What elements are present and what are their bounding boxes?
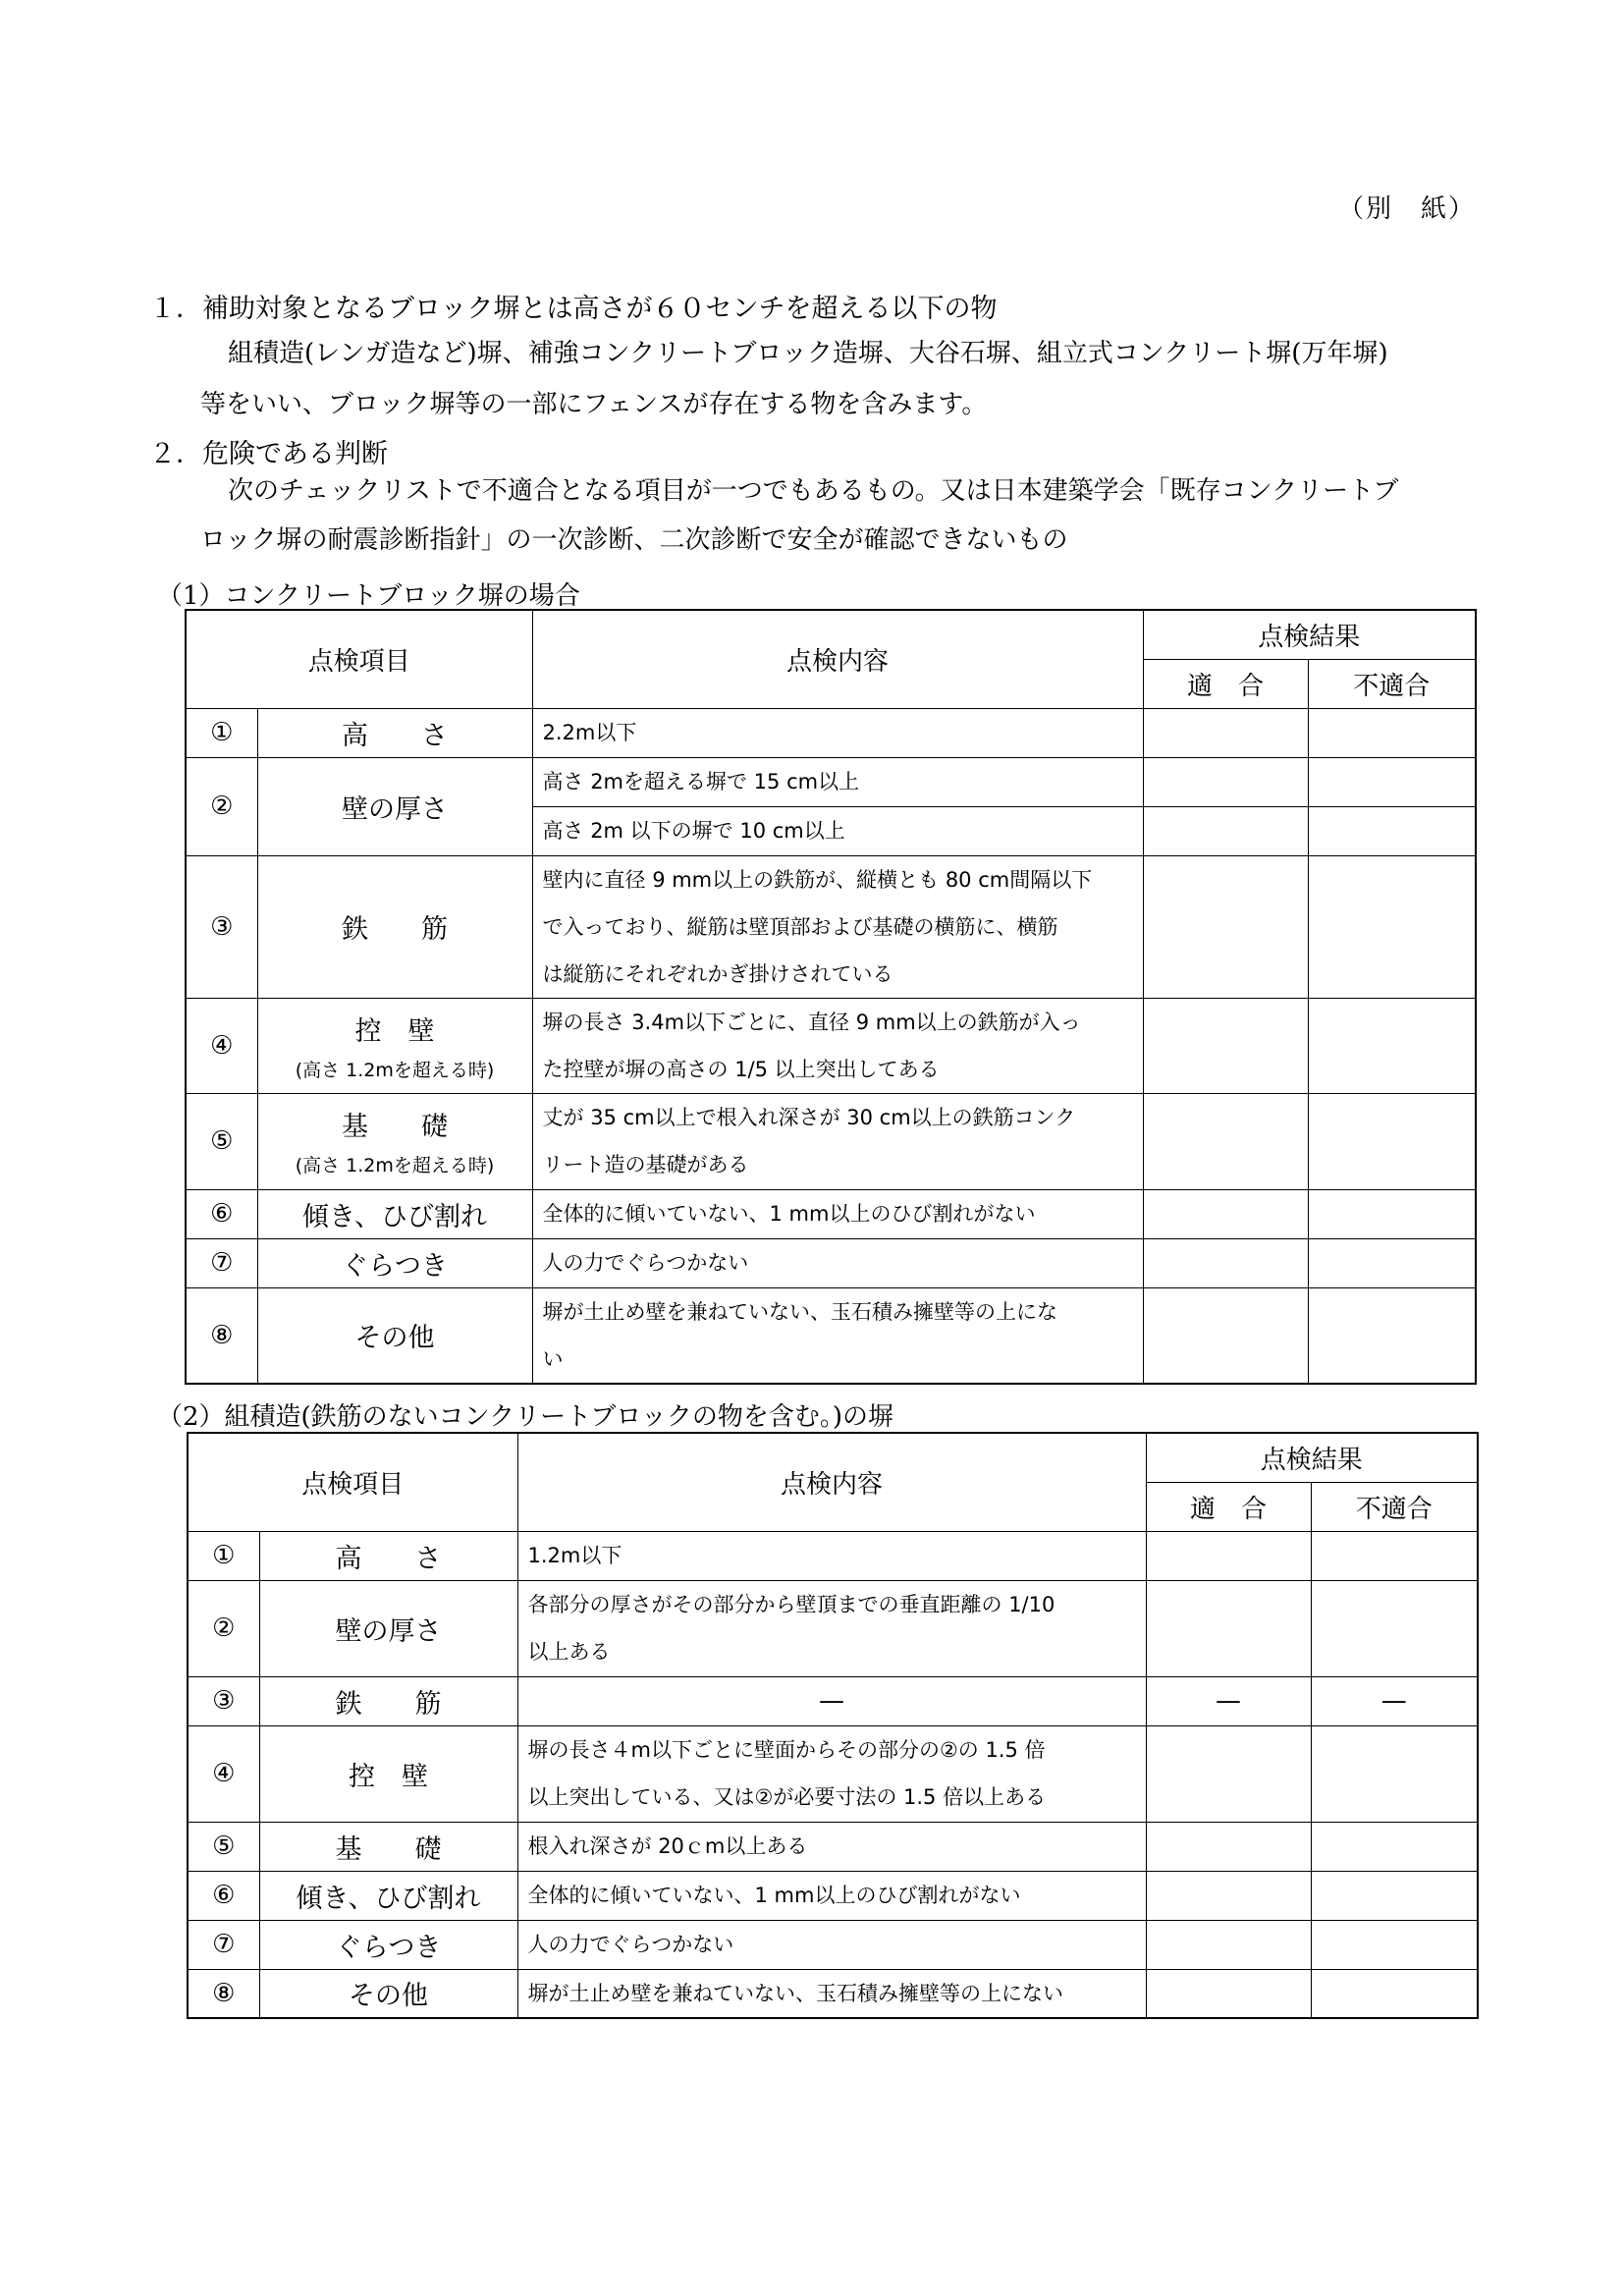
- section1-heading: １．補助対象となるブロック塀とは高さが６０センチを超える以下の物: [149, 294, 998, 324]
- table-row: [186, 1189, 1476, 1238]
- result-ng-cell[interactable]: [1308, 1238, 1476, 1287]
- result-ng-cell[interactable]: [1308, 806, 1476, 855]
- checklist-table-2: [187, 1432, 1479, 2019]
- header-result: 点検結果: [1143, 610, 1476, 659]
- row-content: [517, 1580, 1146, 1676]
- table-row: [188, 1676, 1478, 1725]
- row-item: 高 さ: [257, 708, 532, 757]
- row-content: 塀が土止め壁を兼ねていない、玉石積み擁壁等の上にない: [517, 1969, 1146, 2018]
- row-content: 全体的に傾いていない、1 mm以上のひび割れがない: [532, 1189, 1143, 1238]
- result-ng-cell[interactable]: [1308, 855, 1476, 998]
- row-item: 控 壁: [259, 1725, 517, 1822]
- row-item: ぐらつき: [259, 1920, 517, 1969]
- table-row: [188, 1531, 1478, 1580]
- section2-heading: ２．危険である判断: [149, 439, 388, 469]
- row-number: ③: [186, 855, 257, 998]
- result-ok-cell[interactable]: [1146, 1725, 1311, 1822]
- result-ok-cell[interactable]: [1143, 855, 1308, 998]
- table-row: [188, 1871, 1478, 1920]
- result-ok-cell[interactable]: [1146, 1531, 1311, 1580]
- result-ok-cell[interactable]: [1143, 708, 1308, 757]
- content-line: 塀の長さ 3.4m以下ごとに、直径 9 mm以上の鉄筋が入っ: [542, 1010, 1081, 1034]
- row-number: ⑦: [186, 1238, 257, 1287]
- content-line: 塀が土止め壁を兼ねていない、玉石積み擁壁等の上にな: [542, 1299, 1057, 1324]
- row-number: ④: [186, 998, 257, 1093]
- row-content: 高さ 2m 以下の塀で 10 cm以上: [532, 806, 1143, 855]
- row-item: 傾き、ひび割れ: [259, 1871, 517, 1920]
- row-number: ⑤: [188, 1822, 259, 1871]
- content-line: い: [542, 1346, 564, 1371]
- table1-caption: （1）コンクリートブロック塀の場合: [157, 581, 580, 611]
- result-ok-cell[interactable]: [1143, 1238, 1308, 1287]
- section1-line1: 組積造(レンガ造など)塀、補強コンクリートブロック造塀、大谷石塀、組立式コンクリート塀(万年塀): [228, 339, 1388, 368]
- item-label: 基 礎: [342, 1112, 448, 1142]
- row-item: 壁の厚さ: [259, 1580, 517, 1676]
- result-ng-dash: —: [1311, 1676, 1478, 1725]
- content-line: で入っており、縦筋は壁頂部および基礎の横筋に、横筋: [542, 914, 1058, 939]
- row-item: [257, 998, 532, 1093]
- header-ng: 不適合: [1311, 1482, 1478, 1531]
- header-ng: 不適合: [1308, 659, 1476, 708]
- table-row: [188, 1822, 1478, 1871]
- result-ok-cell[interactable]: [1146, 1580, 1311, 1676]
- result-ng-cell[interactable]: [1311, 1822, 1478, 1871]
- row-number: ⑤: [186, 1093, 257, 1189]
- row-number: ⑧: [186, 1287, 257, 1384]
- row-number: ⑦: [188, 1920, 259, 1969]
- result-ng-cell[interactable]: [1311, 1725, 1478, 1822]
- row-item: ぐらつき: [257, 1238, 532, 1287]
- row-content-dash: —: [517, 1676, 1146, 1725]
- header-ok: 適 合: [1146, 1482, 1311, 1531]
- content-line: 丈が 35 cm以上で根入れ深さが 30 cm以上の鉄筋コンク: [542, 1106, 1076, 1129]
- row-number: ⑧: [188, 1969, 259, 2018]
- row-number: ⑥: [188, 1871, 259, 1920]
- header-item: 点検項目: [188, 1433, 517, 1531]
- row-content: [517, 1725, 1146, 1822]
- table-row: [188, 1580, 1478, 1676]
- row-number: ⑥: [186, 1189, 257, 1238]
- result-ok-cell[interactable]: [1143, 806, 1308, 855]
- row-item: 基 礎: [259, 1822, 517, 1871]
- table-row: [186, 1238, 1476, 1287]
- row-number: ①: [186, 708, 257, 757]
- header-content: 点検内容: [517, 1433, 1146, 1531]
- content-line: リート造の基礎がある: [542, 1153, 749, 1176]
- section2-line2: ロック塀の耐震診断指針」の一次診断、二次診断で安全が確認できないもの: [200, 525, 1068, 555]
- result-ng-cell[interactable]: [1308, 1287, 1476, 1384]
- content-line: は縦筋にそれぞれかぎ掛けされている: [542, 961, 893, 986]
- table-row: [186, 708, 1476, 757]
- result-ok-cell[interactable]: [1146, 1969, 1311, 2018]
- result-ok-cell[interactable]: [1143, 1189, 1308, 1238]
- item-label: 控 壁: [354, 1015, 435, 1047]
- row-content: [532, 855, 1143, 998]
- result-ng-cell[interactable]: [1308, 1093, 1476, 1189]
- result-ok-cell[interactable]: [1146, 1871, 1311, 1920]
- item-condition: (高さ 1.2mを超える時): [295, 1059, 495, 1081]
- table-row: [188, 1969, 1478, 2018]
- result-ng-cell[interactable]: [1308, 998, 1476, 1093]
- header-result: 点検結果: [1146, 1433, 1478, 1482]
- table-row: [188, 1920, 1478, 1969]
- row-content: 1.2m以下: [517, 1531, 1146, 1580]
- row-content: 2.2m以下: [532, 708, 1143, 757]
- row-item: その他: [257, 1287, 532, 1384]
- row-number: ④: [188, 1725, 259, 1822]
- table-row: [188, 1725, 1478, 1822]
- row-content: 人の力でぐらつかない: [532, 1238, 1143, 1287]
- row-item: 高 さ: [259, 1531, 517, 1580]
- row-number: ①: [188, 1531, 259, 1580]
- result-ok-cell[interactable]: [1143, 998, 1308, 1093]
- content-line: 以上突出している、又は②が必要寸法の 1.5 倍以上ある: [527, 1785, 1047, 1809]
- header-item: 点検項目: [186, 610, 532, 708]
- result-ok-cell[interactable]: [1143, 757, 1308, 806]
- checklist-table-1: [185, 609, 1477, 1385]
- row-content: 人の力でぐらつかない: [517, 1920, 1146, 1969]
- row-item: 鉄 筋: [257, 855, 532, 998]
- row-content: [532, 998, 1143, 1093]
- row-item: その他: [259, 1969, 517, 2018]
- row-content: [532, 1093, 1143, 1189]
- row-item: 傾き、ひび割れ: [257, 1189, 532, 1238]
- content-line: た控壁が塀の高さの 1/5 以上突出してある: [542, 1057, 940, 1081]
- table-row: [186, 998, 1476, 1093]
- row-content: 高さ 2mを超える塀で 15 cm以上: [532, 757, 1143, 806]
- row-content: [532, 1287, 1143, 1384]
- result-ng-cell[interactable]: [1311, 1871, 1478, 1920]
- result-ng-cell[interactable]: [1311, 1580, 1478, 1676]
- row-item: 鉄 筋: [259, 1676, 517, 1725]
- result-ng-cell[interactable]: [1311, 1531, 1478, 1580]
- row-content: 根入れ深さが 20ｃm以上ある: [517, 1822, 1146, 1871]
- result-ng-cell[interactable]: [1311, 1969, 1478, 2018]
- content-line: 塀の長さ４m以下ごとに壁面からその部分の②の 1.5 倍: [527, 1738, 1046, 1762]
- header-ok: 適 合: [1143, 659, 1308, 708]
- result-ng-cell[interactable]: [1308, 1189, 1476, 1238]
- table-row: [186, 757, 1476, 806]
- content-line: 各部分の厚さがその部分から壁頂までの垂直距離の 1/10: [527, 1593, 1055, 1616]
- section2-line1: 次のチェックリストで不適合となる項目が一つでもあるもの。又は日本建築学会「既存コンクリートブ: [228, 476, 1399, 506]
- header-content: 点検内容: [532, 610, 1143, 708]
- result-ok-cell[interactable]: [1146, 1920, 1311, 1969]
- result-ok-cell[interactable]: [1146, 1822, 1311, 1871]
- row-number: ③: [188, 1676, 259, 1725]
- result-ok-cell[interactable]: [1143, 1093, 1308, 1189]
- result-ng-cell[interactable]: [1311, 1920, 1478, 1969]
- table-row: [186, 1093, 1476, 1189]
- attachment-label: （別 紙）: [1337, 194, 1476, 224]
- result-ok-dash: —: [1146, 1676, 1311, 1725]
- result-ok-cell[interactable]: [1143, 1287, 1308, 1384]
- row-number: ②: [188, 1580, 259, 1676]
- row-item: 壁の厚さ: [257, 757, 532, 855]
- content-line: 壁内に直径 9 mm以上の鉄筋が、縦横とも 80 cm間隔以下: [542, 867, 1093, 892]
- row-content: 全体的に傾いていない、1 mm以上のひび割れがない: [517, 1871, 1146, 1920]
- table-row: [186, 855, 1476, 998]
- table-row: [186, 1287, 1476, 1384]
- row-item: [257, 1093, 532, 1189]
- result-ng-cell[interactable]: [1308, 708, 1476, 757]
- content-line: 以上ある: [527, 1640, 611, 1664]
- section1-line2: 等をいい、ブロック塀等の一部にフェンスが存在する物を含みます。: [200, 390, 988, 419]
- item-condition: (高さ 1.2mを超える時): [295, 1155, 495, 1176]
- result-ng-cell[interactable]: [1308, 757, 1476, 806]
- row-number: ②: [186, 757, 257, 855]
- table2-caption: （2）組積造(鉄筋のないコンクリートブロックの物を含む。)の塀: [157, 1402, 894, 1432]
